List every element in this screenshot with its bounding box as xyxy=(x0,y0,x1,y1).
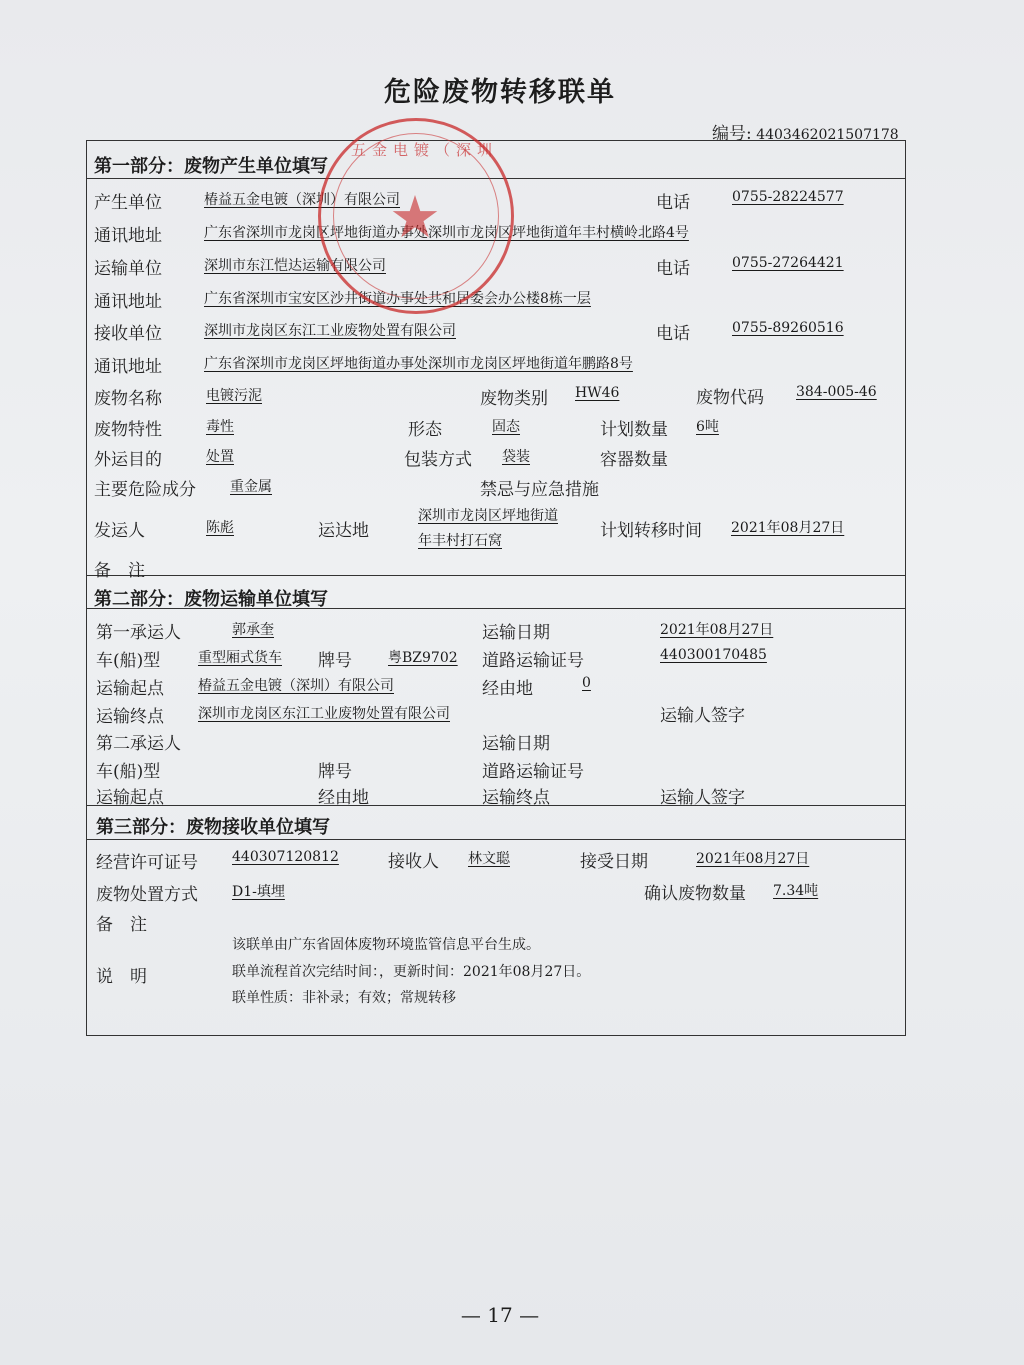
receiver-address-value: 广东省深圳市龙岗区坪地街道办事处深圳市龙岗区坪地街道年鹏路8号 xyxy=(204,356,633,372)
producer-phone-label: 电话 xyxy=(656,193,690,213)
date2-label: 运输日期 xyxy=(482,734,550,754)
plate1-label: 牌号 xyxy=(318,651,352,671)
accept-date-value: 2021年08月27日 xyxy=(696,851,810,867)
signature1-label: 运输人签字 xyxy=(660,706,745,726)
confirm-qty-label: 确认废物数量 xyxy=(644,884,746,904)
carrier2-label: 第二承运人 xyxy=(96,734,181,754)
receiver-address-label: 通讯地址 xyxy=(94,357,162,377)
waste-name-value: 电镀污泥 xyxy=(206,388,262,404)
date1-value: 2021年08月27日 xyxy=(660,622,774,638)
accept-date-label: 接受日期 xyxy=(580,852,648,872)
document-title: 危险废物转移联单 xyxy=(384,77,616,108)
main-component-label: 主要危险成分 xyxy=(94,480,196,500)
transporter-address-value: 广东省深圳市宝安区沙井街道办事处共和居委会办公楼8栋一层 xyxy=(204,291,591,307)
date1-label: 运输日期 xyxy=(482,623,550,643)
license-label: 经营许可证号 xyxy=(96,853,198,873)
divider xyxy=(86,839,906,840)
part1-remarks-label: 备 注 xyxy=(94,561,145,581)
producer-address-label: 通讯地址 xyxy=(94,226,162,246)
main-component-value: 重金属 xyxy=(230,479,272,495)
waste-name-label: 废物名称 xyxy=(94,389,162,409)
start1-value: 椿益五金电镀（深圳）有限公司 xyxy=(198,678,394,694)
permit1-label: 道路运输证号 xyxy=(482,651,584,671)
form-number-value: 4403462021507178 xyxy=(756,127,899,143)
producer-label: 产生单位 xyxy=(94,193,162,213)
end1-value: 深圳市龙岗区东江工业废物处置有限公司 xyxy=(198,706,450,722)
explain-label: 说 明 xyxy=(96,967,147,987)
via1-label: 经由地 xyxy=(482,679,533,699)
producer-value: 椿益五金电镀（深圳）有限公司 xyxy=(204,192,400,208)
part3-heading: 第三部分：废物接收单位填写 xyxy=(96,817,330,838)
end1-label: 运输终点 xyxy=(96,707,164,727)
recipient-value: 林文聪 xyxy=(468,851,510,867)
disposal-value: D1-填埋 xyxy=(232,884,285,900)
producer-phone-value: 0755-28224577 xyxy=(732,189,844,205)
producer-address-value: 广东省深圳市龙岗区坪地街道办事处深圳市龙岗区坪地街道年丰村横岭北路4号 xyxy=(204,225,689,241)
purpose-label: 外运目的 xyxy=(94,450,162,470)
form-number-label: 编号: xyxy=(712,124,752,144)
plate2-label: 牌号 xyxy=(318,762,352,782)
waste-code-value: 384-005-46 xyxy=(796,384,877,400)
signature2-label: 运输人签字 xyxy=(660,788,745,808)
form-label: 形态 xyxy=(408,420,442,440)
note-line-3: 联单性质：非补录；有效；常规转移 xyxy=(232,990,456,1006)
red-seal-stamp xyxy=(318,118,514,314)
packaging-label: 包装方式 xyxy=(404,450,472,470)
via1-value: 0 xyxy=(582,675,591,691)
taboo-label: 禁忌与应急措施 xyxy=(480,480,599,500)
vehicle2-label: 车(船)型 xyxy=(96,762,161,782)
form-value: 固态 xyxy=(492,419,520,435)
receiver-phone-value: 0755-89260516 xyxy=(732,320,844,336)
divider xyxy=(86,575,906,576)
transporter-label: 运输单位 xyxy=(94,259,162,279)
transporter-phone-label: 电话 xyxy=(656,259,690,279)
start2-label: 运输起点 xyxy=(96,788,164,808)
end2-label: 运输终点 xyxy=(482,788,550,808)
planned-time-value: 2021年08月27日 xyxy=(731,520,845,536)
packaging-value: 袋装 xyxy=(502,449,530,465)
transporter-address-label: 通讯地址 xyxy=(94,292,162,312)
permit2-label: 道路运输证号 xyxy=(482,762,584,782)
star-icon: ★ xyxy=(389,183,441,251)
planned-qty-value: 6吨 xyxy=(696,419,719,435)
part1-heading: 第一部分：废物产生单位填写 xyxy=(94,156,328,177)
waste-category-label: 废物类别 xyxy=(480,389,548,409)
shipper-label: 发运人 xyxy=(94,521,145,541)
disposal-label: 废物处置方式 xyxy=(96,885,198,905)
note-line-1: 该联单由广东省固体废物环境监管信息平台生成。 xyxy=(232,937,540,953)
transporter-phone-value: 0755-27264421 xyxy=(732,255,844,271)
plate1-value: 粤BZ9702 xyxy=(388,650,458,666)
part3-remarks-label: 备 注 xyxy=(96,915,147,935)
license-value: 440307120812 xyxy=(232,849,339,865)
page-number: — 17 — xyxy=(460,1303,540,1327)
receiver-label: 接收单位 xyxy=(94,324,162,344)
waste-category-value: HW46 xyxy=(575,385,620,401)
waste-property-label: 废物特性 xyxy=(94,420,162,440)
note-line-2: 联单流程首次完结时间：，更新时间：2021年08月27日。 xyxy=(232,964,591,980)
destination-line1: 深圳市龙岗区坪地街道 xyxy=(418,508,558,524)
shipper-value: 陈彪 xyxy=(206,520,234,536)
vehicle1-value: 重型厢式货车 xyxy=(198,650,282,666)
transporter-value: 深圳市东江恺达运输有限公司 xyxy=(204,258,386,274)
carrier1-value: 郭承奎 xyxy=(232,622,274,638)
receiver-value: 深圳市龙岗区东江工业废物处置有限公司 xyxy=(204,323,456,339)
planned-qty-label: 计划数量 xyxy=(600,420,668,440)
confirm-qty-value: 7.34吨 xyxy=(773,883,819,899)
waste-code-label: 废物代码 xyxy=(696,388,764,408)
permit1-value: 440300170485 xyxy=(660,647,767,663)
vehicle1-label: 车(船)型 xyxy=(96,651,161,671)
destination-line2: 年丰村打石窝 xyxy=(418,533,502,549)
receiver-phone-label: 电话 xyxy=(656,324,690,344)
container-qty-label: 容器数量 xyxy=(600,450,668,470)
carrier1-label: 第一承运人 xyxy=(96,623,181,643)
via2-label: 经由地 xyxy=(318,788,369,808)
waste-property-value: 毒性 xyxy=(206,419,234,435)
purpose-value: 处置 xyxy=(206,449,234,465)
recipient-label: 接收人 xyxy=(388,852,439,872)
destination-label: 运达地 xyxy=(318,521,369,541)
part2-heading: 第二部分：废物运输单位填写 xyxy=(94,589,328,610)
stamp-text: 五金电镀（深圳 xyxy=(351,141,499,159)
planned-time-label: 计划转移时间 xyxy=(600,521,702,541)
start1-label: 运输起点 xyxy=(96,679,164,699)
